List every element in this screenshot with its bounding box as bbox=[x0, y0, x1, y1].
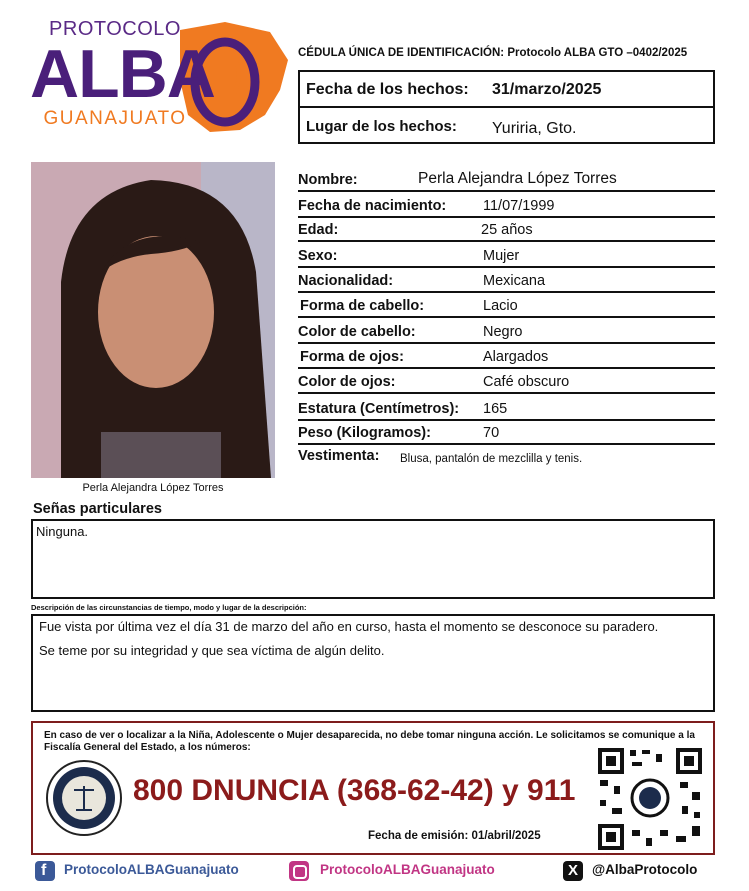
x-icon[interactable]: X bbox=[563, 861, 583, 881]
field-sexo bbox=[298, 244, 715, 268]
senas-box bbox=[31, 519, 715, 599]
cedula-header: CÉDULA ÚNICA DE IDENTIFICACIÓN: Protocolo ALBA GTO –0402/2025 bbox=[298, 47, 688, 59]
field-nombre bbox=[298, 168, 715, 192]
facebook-icon[interactable]: f bbox=[35, 861, 55, 881]
descripcion-label: Descripción de las circunstancias de tiempo, modo y lugar de la descripción: bbox=[31, 603, 307, 612]
logo-text-alba: ALBA bbox=[30, 36, 215, 112]
instagram-handle[interactable]: ProtocoloALBAGuanajuato bbox=[320, 862, 495, 877]
field-value: 25 años bbox=[481, 222, 533, 238]
photo-caption: Perla Alejandra López Torres bbox=[82, 482, 224, 494]
field-label: Forma de cabello: bbox=[300, 298, 425, 314]
field-estatura bbox=[298, 397, 715, 421]
qr-code-icon[interactable] bbox=[596, 746, 704, 852]
descripcion-paragraph-1: Fue vista por última vez el día 31 de marzo del año en curso, hasta el momento se desconoce su paradero. bbox=[39, 619, 659, 634]
vestimenta-label: Vestimenta: bbox=[298, 448, 380, 464]
phone-numbers[interactable]: 800 DNUNCIA (368-62-42) y 911 bbox=[133, 774, 576, 807]
field-value: Lacio bbox=[483, 298, 518, 314]
field-label: Color de ojos: bbox=[298, 374, 396, 390]
emision-label: Fecha de emisión: bbox=[368, 830, 469, 842]
facebook-handle[interactable]: ProtocoloALBAGuanajuato bbox=[64, 862, 239, 877]
field-nacionalidad bbox=[298, 269, 715, 293]
person-photo bbox=[31, 162, 275, 478]
instagram-icon[interactable] bbox=[289, 861, 309, 881]
field-label: Forma de ojos: bbox=[300, 349, 404, 365]
field-forma-cabello bbox=[298, 294, 715, 318]
field-label: Nombre: bbox=[298, 172, 358, 188]
field-label: Estatura (Centímetros): bbox=[298, 401, 460, 417]
field-value: Mexicana bbox=[483, 273, 546, 289]
field-fecha-nacimiento bbox=[298, 194, 715, 218]
vestimenta-value: Blusa, pantalón de mezclilla y tenis. bbox=[400, 453, 583, 465]
field-peso bbox=[298, 421, 715, 445]
field-label: Fecha de nacimiento: bbox=[298, 198, 447, 214]
fiscalia-seal-icon bbox=[46, 760, 122, 836]
field-label: Color de cabello: bbox=[298, 324, 416, 340]
field-color-cabello bbox=[298, 320, 715, 344]
field-value: 165 bbox=[483, 401, 508, 417]
x-handle[interactable]: @AlbaProtocolo bbox=[592, 862, 698, 877]
field-value: Alargados bbox=[483, 349, 549, 365]
field-label: Edad: bbox=[298, 222, 339, 238]
field-value: Café obscuro bbox=[483, 374, 570, 390]
field-forma-ojos bbox=[298, 345, 715, 369]
lugar-hechos-value: Yuriria, Gto. bbox=[492, 120, 577, 137]
fecha-hechos-label: Fecha de los hechos: bbox=[306, 81, 469, 98]
descripcion-box bbox=[31, 614, 715, 712]
emision-value: 01/abril/2025 bbox=[471, 830, 541, 842]
descripcion-paragraph-2: Se teme por su integridad y que sea víctima de algún delito. bbox=[39, 643, 385, 658]
contact-instructions: En caso de ver o localizar a la Niña, Adolescente o Mujer desaparecida, no debe tomar ninguna acción. Le solicitamos se comunique a la Fiscalía General del Estado, a los números: bbox=[44, 730, 695, 753]
field-label: Sexo: bbox=[298, 248, 338, 264]
field-label: Nacionalidad: bbox=[298, 273, 394, 289]
field-color-ojos bbox=[298, 370, 715, 394]
hechos-box bbox=[298, 70, 715, 144]
lugar-hechos-label: Lugar de los hechos: bbox=[306, 118, 457, 135]
logo-text-protocolo: PROTOCOLO bbox=[49, 18, 181, 40]
field-edad bbox=[298, 218, 715, 242]
fecha-hechos-value: 31/marzo/2025 bbox=[492, 81, 602, 98]
field-value: 70 bbox=[483, 425, 500, 441]
field-value: 11/07/1999 bbox=[483, 198, 555, 214]
field-value: Mujer bbox=[483, 248, 520, 264]
field-value: Negro bbox=[483, 324, 523, 340]
field-label: Peso (Kilogramos): bbox=[298, 425, 431, 441]
emision-line bbox=[368, 830, 541, 842]
senas-value: Ninguna. bbox=[36, 524, 89, 539]
field-value: Perla Alejandra López Torres bbox=[418, 170, 617, 187]
senas-label: Señas particulares bbox=[33, 501, 162, 517]
logo-text-guanajuato: GUANAJUATO bbox=[43, 108, 187, 129]
